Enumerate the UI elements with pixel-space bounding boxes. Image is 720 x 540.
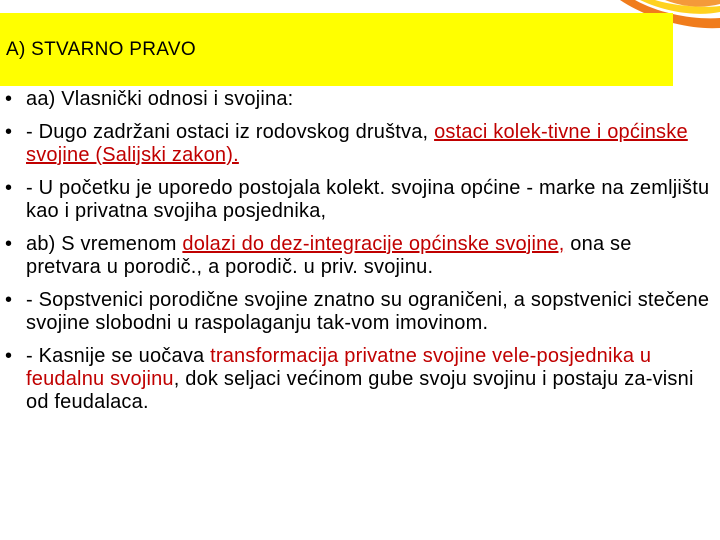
highlighted-phrase: dolazi do dez-integracije općinske svojine, [182, 233, 565, 255]
bullet-item-3 [0, 177, 720, 223]
bullet-item-6 [0, 345, 720, 414]
slide-title: A) STVARNO PRAVO [6, 38, 196, 60]
bullet-text-continued: , dok seljaci većinom gube svoju svojinu i postaju za-visni od feudalaca. [26, 368, 694, 413]
highlighted-phrase: transformacija privatne svojine vele-posjednika u feudalnu svojinu [26, 345, 652, 390]
bullet-dot: • [5, 345, 13, 367]
bullet-item-5 [0, 289, 720, 335]
bullet-text: - U početku je uporedo postojala kolekt. svojina općine - marke na zemljištu kao i privatna svojiha posjednika, [26, 177, 710, 222]
bullet-dot: • [5, 233, 13, 255]
bullet-dot: • [5, 177, 13, 199]
bullet-list [0, 88, 720, 424]
bullet-text: - Dugo zadržani ostaci iz rodovskog društva, [26, 121, 435, 143]
bullet-dot: • [5, 88, 13, 110]
bullet-dot: • [5, 289, 13, 311]
bullet-text: - Sopstvenici porodične svojine znatno su ograničeni, a sopstvenici stečene svojine slobodni u raspolaganju tak-vom imovinom. [26, 289, 710, 334]
bullet-item-1 [0, 88, 720, 111]
bullet-item-4 [0, 233, 720, 279]
bullet-dot: • [5, 121, 13, 143]
bullet-text: aa) Vlasnički odnosi i svojina: [26, 88, 294, 110]
bullet-item-2 [0, 121, 720, 167]
bullet-text-continued: ona se pretvara u porodič., a porodič. u priv. svojinu. [26, 233, 632, 278]
bullet-text: ab) S vremenom [26, 233, 183, 255]
title-bar [0, 13, 673, 86]
highlighted-phrase: ostaci kolek-tivne i općinske svojine (Salijski zakon). [26, 121, 688, 166]
bullet-text: - Kasnije se uočava [26, 345, 211, 367]
